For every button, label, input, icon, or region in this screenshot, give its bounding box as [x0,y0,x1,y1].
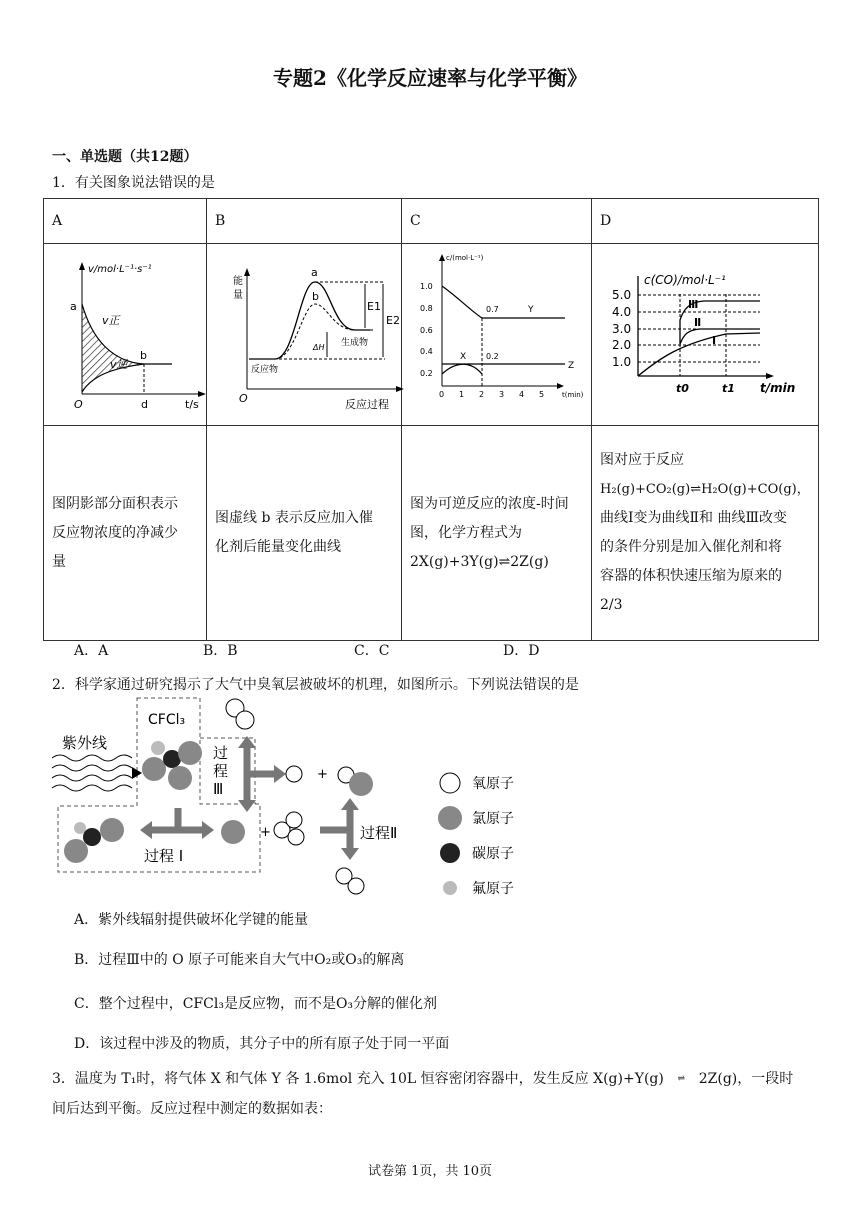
chlorine-atom [168,766,192,790]
ytick-1: 1.0 [612,355,632,369]
question-1-table [43,198,819,641]
graph-c [410,244,599,414]
process-1-arrowhead [140,821,152,839]
xtick-2: 2 [479,390,485,399]
uv-wave [52,765,132,771]
x-arrow [557,383,564,389]
process-3-arrowhead [238,800,256,812]
graph-a-cell [44,244,207,426]
q2-choice-b[interactable]: B．过程Ⅲ中的 O 原子可能来自大气中O₂或O₃的解离 [74,952,405,968]
chlorine-atom [349,772,373,796]
desc-b-line: 图虚线 b 表示反应加入催 [215,510,373,526]
oxygen-atom [288,829,304,845]
graph-c-ylabel: c/(mol·L⁻¹) [446,254,484,262]
ytick-1: 1.0 [420,282,433,291]
xtick-3: 3 [499,390,505,399]
graph-c-cell [402,244,592,426]
oxygen-atom [236,711,254,729]
header-b: B [207,199,402,244]
oxygen-atom [286,812,302,828]
page-title: 专题2《化学反应速率与化学平衡》 [273,66,587,90]
label-z: Z [568,361,575,371]
section-heading: 一、单选题（共12题） [52,149,198,165]
q3-text: 3．温度为 T₁时，将气体 X 和气体 Y 各 1.6mol 充入 10L 恒容密闭容器中，发生反应 X(g)+Y(g) [52,1071,664,1087]
chlorine-atom [100,818,124,842]
header-a: A [44,199,207,244]
x-arrow [396,386,404,392]
chlorine-atom [221,820,245,844]
e2-label: E2 [386,314,400,327]
dh-label: ΔH [313,343,325,352]
legend-chlorine-icon [438,806,462,830]
e1-label: E1 [367,300,381,313]
label-y: Y [528,305,534,315]
curve-3-label: Ⅲ [688,298,699,311]
graph-a-xlabel: t/s [185,398,199,411]
uv-wave [52,785,132,791]
legend-carbon-icon [440,843,460,863]
reactant-label: 反应物 [251,365,279,375]
graph-d-cell [592,244,819,426]
t0-label: t0 [676,382,689,395]
curve-2-label: Ⅱ [694,316,702,329]
graph-d [600,244,826,414]
graph-a-ylabel: v/mol·L⁻¹·s⁻¹ [88,264,152,275]
oxygen-atom [286,766,302,782]
question-1-options [0,640,860,660]
graph-b-cell [207,244,402,426]
point-a-label: a [70,300,77,313]
t1-label: t1 [722,382,735,395]
uv-wave [52,775,132,781]
val-07-label: 0.7 [486,305,499,314]
description-c [402,426,592,641]
desc-a-line: 反应物浓度的净减少 [52,524,178,541]
option-c[interactable]: C．C [354,643,390,659]
origin-label: O [74,398,83,411]
question-3-line-1 [52,1068,822,1088]
curve-x [442,364,482,374]
q2-choice-d[interactable]: D．该过程中涉及的物质，其分子中的所有原子处于同一平面 [74,1036,450,1052]
process-3-arrowhead [274,765,286,783]
process-3-arrowhead [238,736,256,748]
process-2-arrowhead [341,798,359,810]
process-2-arrow [320,806,350,852]
graph-d-xlabel: t/min [760,381,796,395]
question-2-stem: 2．科学家通过研究揭示了大气中臭氧层被破坏的机理，如图所示。下列说法错误的是 [52,677,579,693]
desc-c-line: 图为可逆反应的浓度-时间 [410,495,569,512]
y-arrow [79,262,85,270]
ytick-4: 0.4 [420,347,433,356]
desc-c-line: 图，化学方程式为 [410,524,522,541]
plus-sign: + [317,767,328,782]
legend-chlorine: 氯原子 [472,811,514,827]
graph-a [52,244,214,414]
uv-wave [52,755,132,761]
point-a-label: a [311,266,318,279]
chlorine-atom [178,741,202,765]
carbon-atom [83,828,101,846]
curve-1-label: Ⅰ [712,334,717,347]
graph-b [215,244,409,414]
ytick-5: 5.0 [612,288,632,302]
origin-label: O [239,392,248,405]
oxygen-atom [348,878,364,894]
val-02-label: 0.2 [486,352,499,361]
legend-oxygen-icon [440,773,460,793]
v-reverse-label: v逆 [110,358,128,371]
desc-d-line: 的条件分别是加入催化剂和将 [600,539,782,555]
y-arrow [439,254,445,261]
process-1-arrow [148,808,206,830]
ytick-3: 0.6 [420,326,433,335]
desc-a-line: 量 [52,553,66,570]
process-2-label: 过程Ⅱ [360,824,398,842]
fluorine-atom [74,822,86,834]
process-1-label: 过程 Ⅰ [144,847,184,865]
description-a [44,426,207,641]
chlorine-atom [64,839,88,863]
desc-d-line: 容器的体积快速压缩为原来的 [600,568,782,584]
header-c: C [402,199,592,244]
desc-a-line: 图阴影部分面积表示 [52,495,178,512]
graph-b-ylabel-1: 能 [233,276,243,287]
process-3-label: Ⅲ [213,780,224,798]
q2-choice-c[interactable]: C．整个过程中，CFCl₃是反应物，而不是O₃分解的催化剂 [74,996,438,1012]
legend-fluorine-icon [443,881,457,895]
process-3-label: 过 [213,744,229,762]
desc-c-line: 2X(g)+3Y(g)⇌2Z(g) [410,553,549,570]
ytick-2: 2.0 [612,338,632,352]
ytick-2: 0.8 [420,304,433,313]
x-arrow [198,391,206,397]
q3-text-end: 2Z(g)，一段时 [698,1071,794,1087]
y-arrow [244,268,250,276]
description-b [207,426,402,641]
option-b[interactable]: B．B [203,643,238,659]
equilibrium-arrow-icon: ⇌ [677,1074,686,1084]
process-3-label: 程 [213,762,229,780]
point-b-label: b [140,349,147,362]
option-a[interactable]: A．A [74,643,109,659]
curve-1 [638,333,760,376]
ozone-mechanism-diagram [50,696,550,898]
v-forward-label: v正 [102,314,120,327]
xtick-1: 1 [459,390,465,399]
desc-d-line: 图对应于反应 [600,452,684,468]
process-3-arrow [247,744,278,804]
xtick-4: 4 [519,390,525,399]
graph-d-ylabel: c(CO)/mol·L⁻¹ [644,273,726,287]
xtick-5: 5 [539,390,545,399]
product-label: 生成物 [341,338,369,348]
page-footer: 试卷第 1页，共 10页 [367,1164,493,1179]
desc-b-line: 化剂后能量变化曲线 [215,539,341,555]
plus-sign: + [260,825,271,840]
header-d: D [592,199,819,244]
description-d [592,426,819,641]
question-1-stem: 1．有关图象说法错误的是 [52,175,215,191]
label-x: X [460,352,467,362]
cfcl3-label: CFCl₃ [148,712,186,728]
point-b-label: b [312,290,319,303]
question-3-line-2: 间后达到平衡。反应过程中测定的数据如表： [52,1101,332,1117]
process-2-arrowhead [341,848,359,860]
desc-d-line: 曲线Ⅰ变为曲线Ⅱ和 曲线Ⅲ改变 [600,510,787,526]
graph-b-xlabel: 反应过程 [345,398,389,411]
q2-choice-a[interactable]: A．紫外线辐射提供破坏化学键的能量 [74,912,309,928]
legend-oxygen: 氧原子 [472,776,514,792]
uv-label: 紫外线 [62,734,108,752]
desc-d-line: H₂(g)+CO₂(g)⇌H₂O(g)+CO(g)， [600,482,810,497]
process-1-arrowhead [202,821,214,839]
fluorine-atom [151,741,165,755]
legend-fluorine: 氟原子 [472,881,514,897]
desc-d-line: 2/3 [600,597,623,613]
ytick-4: 4.0 [612,305,632,319]
chlorine-atom [142,757,166,781]
ytick-3: 3.0 [612,322,632,336]
legend-carbon: 碳原子 [472,846,514,862]
graph-b-ylabel-2: 量 [233,290,243,301]
graph-c-xlabel: t(min) [562,391,584,399]
curve-y [442,286,565,318]
x-arrow [766,373,774,379]
xtick-0: 0 [439,390,445,399]
option-d[interactable]: D．D [503,643,540,659]
tick-d-label: d [141,398,148,411]
ytick-5: 0.2 [420,369,433,378]
curve-2 [680,329,760,344]
